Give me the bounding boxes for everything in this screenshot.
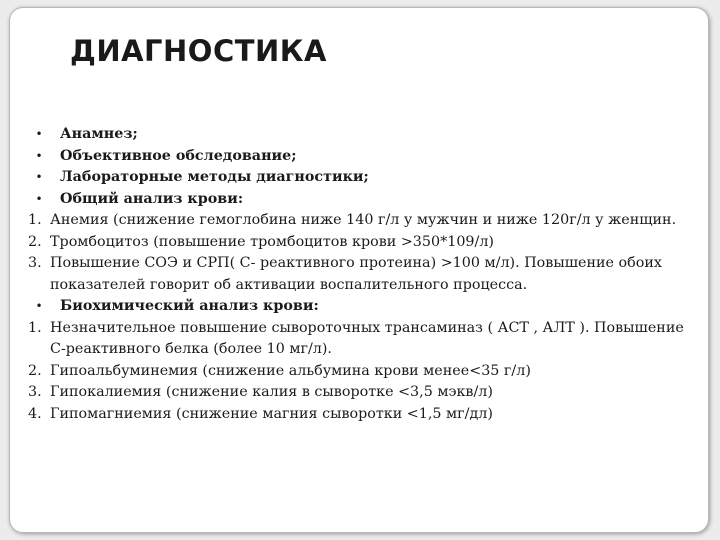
list-item-text: Анемия (снижение гемоглобина ниже 140 г/л у мужчин и ниже 120г/л у женщин. — [50, 212, 677, 228]
bullet-marker: • — [35, 127, 43, 141]
bullet-marker: • — [35, 299, 43, 313]
list-item — [28, 318, 690, 361]
list-item — [28, 361, 690, 383]
list-item-text: Биохимический анализ крови: — [60, 298, 319, 314]
slide-title: ДИАГНОСТИКА — [70, 34, 327, 68]
number-marker: 2. — [28, 233, 42, 250]
list-item-text: Гипоальбуминемия (снижение альбумина крови менее<35 г/л) — [50, 362, 531, 379]
list-item-text: Тромбоцитоз (повышение тромбоцитов крови >350*109/л) — [50, 233, 495, 250]
list-item-text: Анамнез; — [60, 126, 138, 142]
diagnostics-list — [28, 124, 690, 425]
list-item-text: Повышение СОЭ и СРП( С- реактивного протеина) >100 м/л). Повышение обоих показателей говорит об активации воспалительного процесса. — [50, 255, 662, 293]
list-item — [28, 404, 690, 426]
list-item — [28, 296, 690, 318]
slide — [9, 7, 709, 533]
list-item — [28, 232, 690, 254]
list-item-text: Гипокалиемия (снижение калия в сыворотке <3,5 мэкв/л) — [50, 384, 493, 400]
bullet-marker: • — [35, 191, 43, 206]
list-item — [28, 167, 690, 189]
number-marker: 1. — [28, 319, 42, 336]
bullet-marker: • — [35, 170, 43, 184]
number-marker: 3. — [28, 384, 42, 400]
list-item — [28, 146, 690, 168]
number-marker: 1. — [28, 212, 42, 228]
list-item — [28, 189, 690, 211]
list-item-text: Лабораторные методы диагностики; — [60, 169, 369, 185]
list-item — [28, 382, 690, 404]
list-item — [28, 210, 690, 232]
list-item-text: Общий анализ крови: — [60, 190, 244, 207]
number-marker: 4. — [28, 405, 42, 422]
list-item-text: Незначительное повышение сывороточных трансаминаз ( АСТ , АЛТ ). Повышение С-реактивного белка (более 10 мг/л). — [50, 319, 684, 357]
list-item — [28, 253, 690, 296]
number-marker: 2. — [28, 362, 42, 379]
list-item-text: Объективное обследование; — [60, 147, 297, 164]
list-item-text: Гипомагниемия (снижение магния сыворотки <1,5 мг/дл) — [50, 405, 493, 422]
number-marker: 3. — [28, 255, 42, 271]
bullet-marker: • — [35, 148, 43, 163]
list-item — [28, 124, 690, 146]
